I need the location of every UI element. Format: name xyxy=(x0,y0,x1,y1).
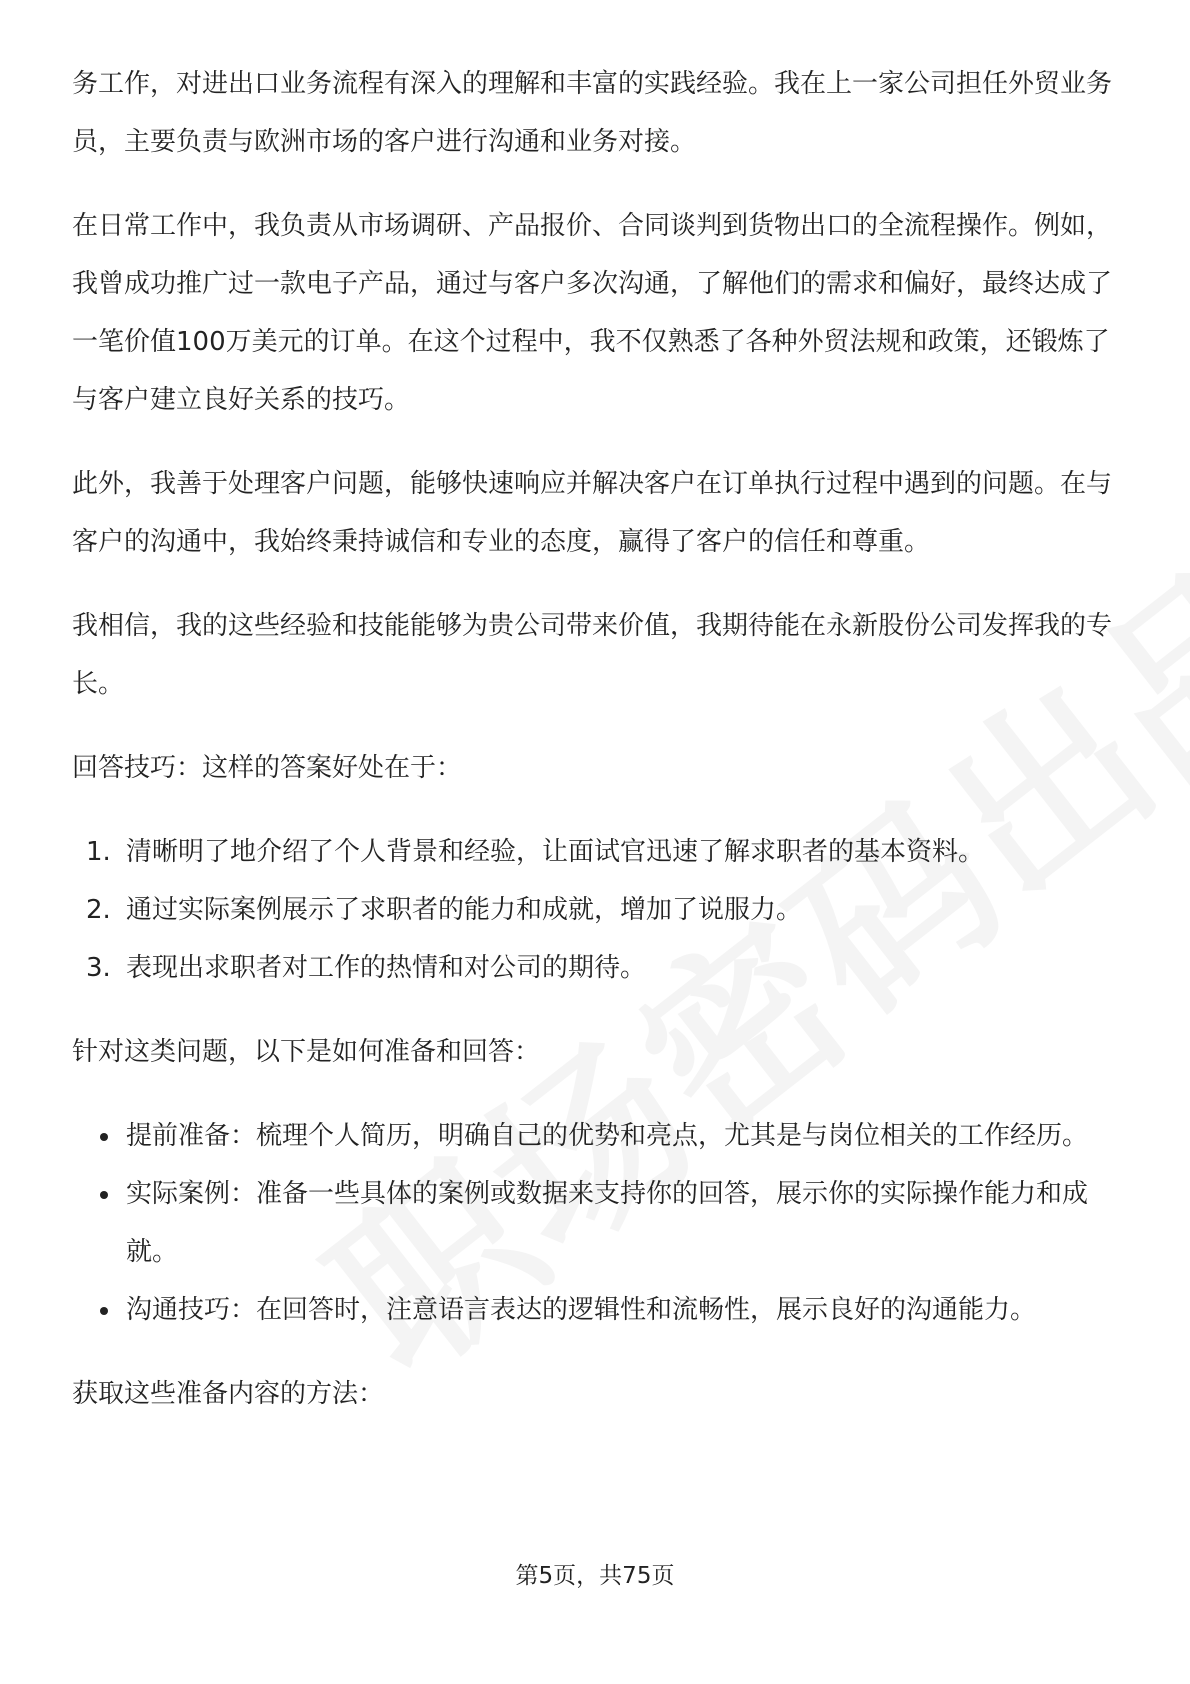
list-item-text: 实际案例：准备一些具体的案例或数据来支持你的回答，展示你的实际操作能力和成就。 xyxy=(126,1179,1089,1267)
prep-heading: 针对这类问题，以下是如何准备和回答： xyxy=(72,1037,541,1067)
list-item-text: 提前准备：梳理个人简历，明确自己的优势和亮点，尤其是与岗位相关的工作经历。 xyxy=(126,1121,1089,1151)
tips-list xyxy=(72,823,1122,997)
paragraph-experience-intro: 务工作，对进出口业务流程有深入的理解和丰富的实践经验。我在上一家公司担任外贸业务员，主要负责与欧洲市场的客户进行沟通和业务对接。 xyxy=(72,69,1113,157)
bullet-icon xyxy=(100,1133,108,1141)
list-item-text: 表现出求职者对工作的热情和对公司的期待。 xyxy=(126,953,647,983)
list-item-text: 沟通技巧：在回答时，注意语言表达的逻辑性和流畅性，展示良好的沟通能力。 xyxy=(126,1295,1037,1325)
list-number: 3. xyxy=(86,953,111,983)
methods-heading: 获取这些准备内容的方法： xyxy=(72,1379,385,1409)
document-body xyxy=(72,55,1122,1449)
page-number: 第5页，共75页 xyxy=(515,1563,675,1589)
prep-list xyxy=(72,1107,1122,1339)
list-number: 2. xyxy=(86,895,111,925)
list-item xyxy=(72,1281,1122,1339)
list-item-text: 通过实际案例展示了求职者的能力和成就，增加了说服力。 xyxy=(126,895,803,925)
list-item xyxy=(72,881,1122,939)
paragraph-daily-work: 在日常工作中，我负责从市场调研、产品报价、合同谈判到货物出口的全流程操作。例如，我曾成功推广过一款电子产品，通过与客户多次沟通，了解他们的需求和偏好，最终达成了一笔价值100万美元的订单。在这个过程中，我不仅熟悉了各种外贸法规和政策，还锻炼了与客户建立良好关系的技巧。 xyxy=(72,211,1113,415)
list-number: 1. xyxy=(86,837,111,867)
list-item xyxy=(72,939,1122,997)
list-item-text: 清晰明了地介绍了个人背景和经验，让面试官迅速了解求职者的基本资料。 xyxy=(126,837,985,867)
bullet-icon xyxy=(100,1307,108,1315)
list-item xyxy=(72,1107,1122,1165)
list-item xyxy=(72,823,1122,881)
paragraph-problem-solving: 此外，我善于处理客户问题，能够快速响应并解决客户在订单执行过程中遇到的问题。在与客户的沟通中，我始终秉持诚信和专业的态度，赢得了客户的信任和尊重。 xyxy=(72,469,1113,557)
bullet-icon xyxy=(100,1191,108,1199)
tips-heading: 回答技巧：这样的答案好处在于： xyxy=(72,753,463,783)
list-item xyxy=(72,1165,1122,1281)
paragraph-conclusion: 我相信，我的这些经验和技能能够为贵公司带来价值，我期待能在永新股份公司发挥我的专长。 xyxy=(72,611,1113,699)
